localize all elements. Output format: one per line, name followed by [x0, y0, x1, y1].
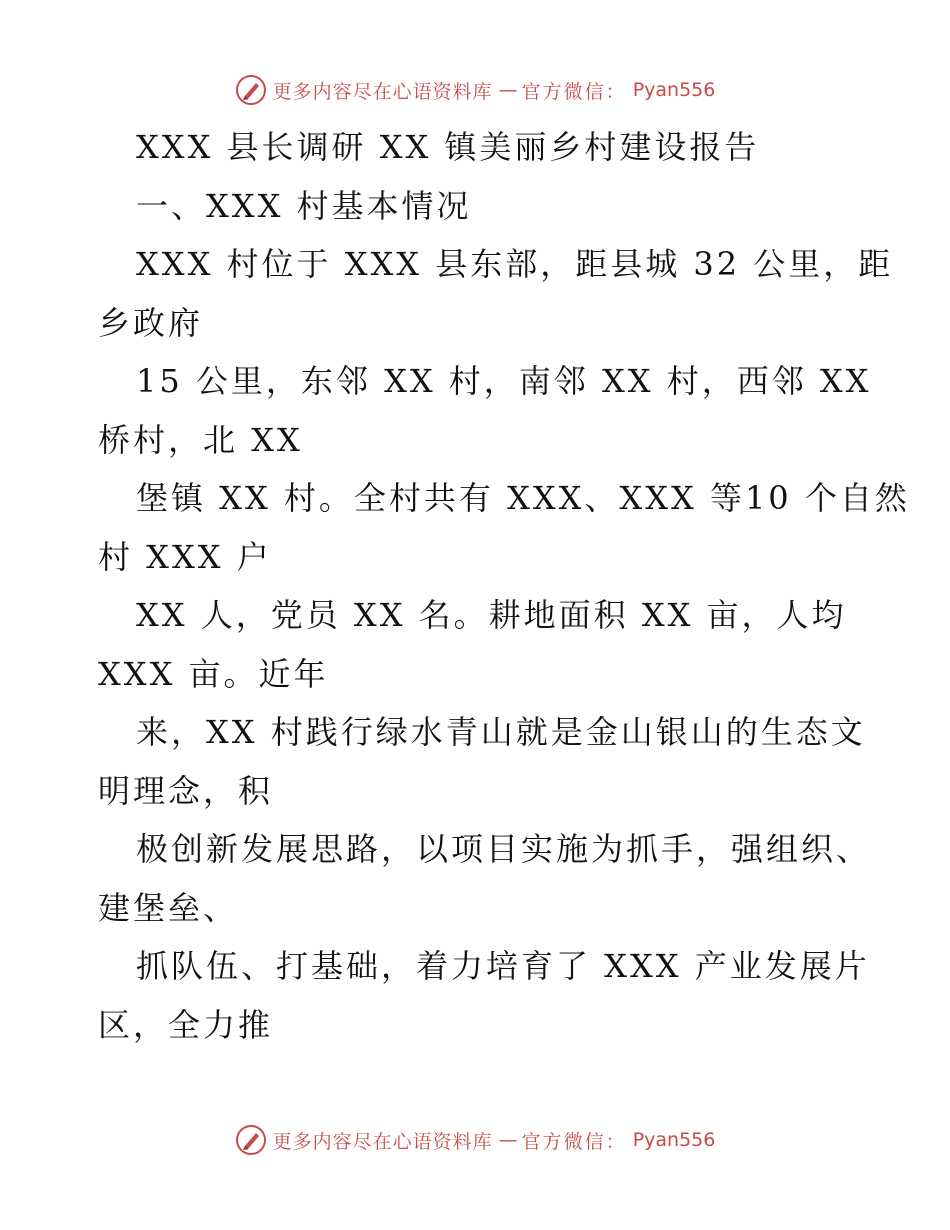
document-body [98, 118, 910, 1054]
paragraph-line: 堡镇 XX 村。全村共有 XXX、XXX 等10 个自然 [136, 479, 910, 517]
watermark-brand-text: 更多内容尽在心语资料库 [272, 1130, 493, 1153]
paragraph-line: XX 人，党员 XX 名。耕地面积 XX 亩，人均 [136, 596, 847, 634]
paragraph-line: 来，XX 村践行绿水青山就是金山银山的生态文 [136, 713, 866, 751]
paragraph-line: 村 XXX 户 [98, 537, 272, 576]
quill-pen-logo-icon [235, 1124, 267, 1156]
section-heading: 一、XXX 村基本情况 [136, 186, 472, 225]
paragraph-line: 15 公里，东邻 XX 村，南邻 XX 村，西邻 XX [136, 362, 872, 400]
document-title: XXX 县长调研 XX 镇美丽乡村建设报告 [136, 128, 760, 166]
quill-pen-logo-icon [235, 74, 267, 106]
paragraph-line: 明理念，积 [98, 771, 274, 810]
watermark-wechat-handle: Pyan556 [632, 79, 716, 101]
header-watermark-banner [0, 70, 950, 110]
paragraph-line: XXX 亩。近年 [98, 654, 329, 693]
paragraph-line: 区，全力推 [98, 1005, 274, 1044]
paragraph-line: XXX 村位于 XXX 县东部，距县城 32 公里，距 [136, 245, 894, 283]
paragraph-line: 乡政府 [98, 303, 204, 342]
watermark-brand-text: 更多内容尽在心语资料库 [272, 80, 493, 103]
watermark-wechat-label: 官方微信： [521, 1130, 627, 1153]
paragraph-line: 极创新发展思路，以项目实施为抓手，强组织、 [136, 830, 872, 868]
watermark-separator: — [498, 1129, 516, 1151]
paragraph-line: 建堡垒、 [98, 888, 239, 927]
watermark-wechat-label: 官方微信： [521, 80, 627, 103]
paragraph-line: 抓队伍、打基础，着力培育了 XXX 产业发展片 [136, 947, 870, 985]
watermark-wechat-handle: Pyan556 [632, 1129, 716, 1151]
watermark-separator: — [498, 79, 516, 101]
paragraph-line: 桥村，北 XX [98, 420, 303, 459]
footer-watermark-banner [0, 1120, 950, 1160]
